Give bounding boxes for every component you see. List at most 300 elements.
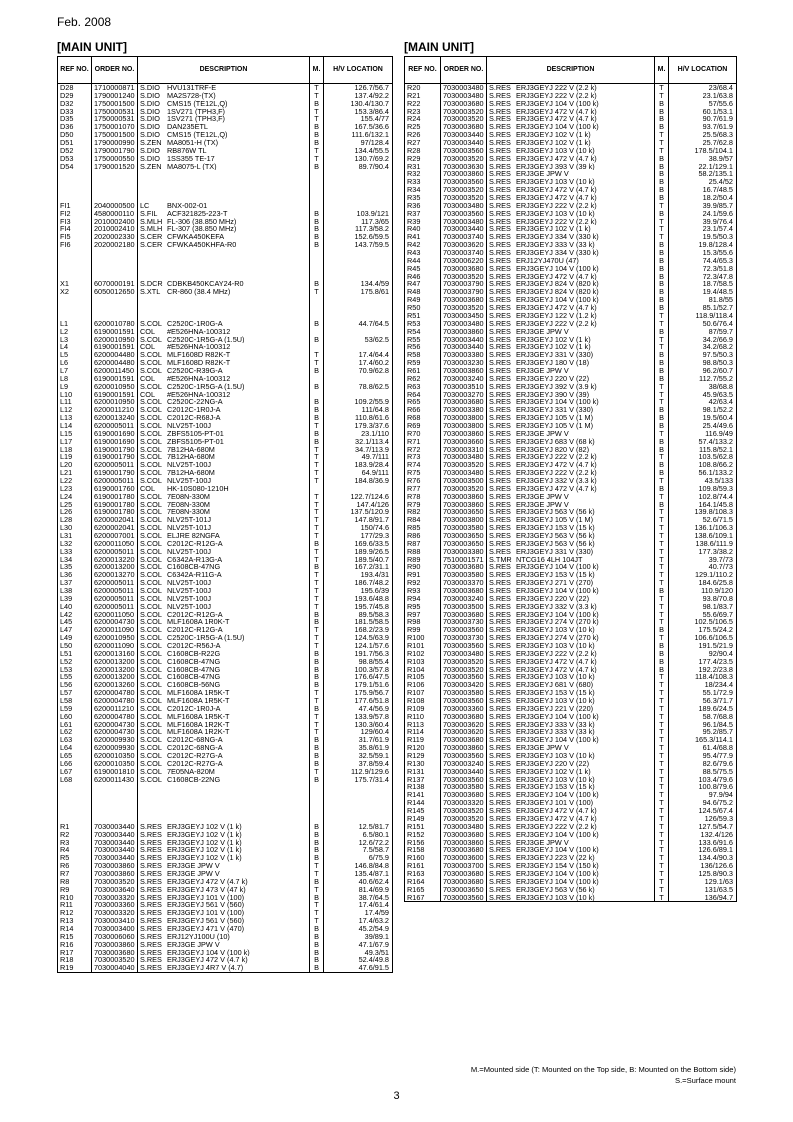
part-type: S.RES: [489, 642, 511, 650]
cell-description: [487, 673, 655, 681]
part-description: ERJ3GE JPW V: [516, 327, 569, 336]
cell-ref-no: R41: [405, 233, 441, 241]
cell-mount: B: [655, 626, 669, 634]
part-type: S.COL: [140, 500, 162, 509]
part-type: S.COL: [140, 767, 162, 776]
part-description: ERJ3GEYJ 332 V (3.3 k): [516, 602, 597, 611]
part-description: ERJ3GEYJ 472 V (4.7 k): [516, 461, 597, 470]
cell-location: [324, 783, 393, 791]
cell-order-no: 7030003480: [441, 84, 487, 92]
cell-description: [138, 626, 310, 634]
part-description: MA8075-L (TX): [167, 162, 217, 171]
part-type: S.RES: [489, 359, 511, 367]
cell-location: 31.7/61.9: [324, 736, 393, 744]
part-description: MLF1608A 1R0K-T: [167, 618, 230, 627]
cell-location: 56.1/133.2: [669, 469, 737, 477]
part-type: S.RES: [489, 885, 511, 894]
part-type: S.RES: [489, 406, 511, 415]
cell-ref-no: R28: [405, 147, 441, 155]
cell-location: 18.2/50.4: [669, 194, 737, 202]
cell-location: [324, 328, 393, 336]
part-description: ERJ3GEYJ 332 V (3.3 k): [516, 476, 597, 485]
part-description: 1SV271 (TPH3,F): [167, 115, 225, 124]
cell-description: [138, 84, 310, 92]
cell-location: 47.6/91.5: [324, 964, 393, 972]
cell-mount: [310, 202, 324, 210]
cell-ref-no: R58: [405, 351, 441, 359]
part-description: #E526HNA-100312: [167, 327, 231, 336]
table-row: [405, 587, 737, 595]
cell-mount: T: [310, 446, 324, 454]
cell-description: [138, 697, 310, 705]
cell-order-no: 1750001070: [92, 123, 138, 131]
part-type: S.RES: [140, 901, 162, 910]
cell-order-no: 7030003240: [441, 595, 487, 603]
part-description: C2012C-R27G-A: [167, 759, 223, 768]
cell-location: 49.3/51: [324, 949, 393, 957]
cell-ref-no: R12: [58, 909, 92, 917]
cell-order-no: 7030003520: [441, 186, 487, 194]
part-type: S.COL: [140, 382, 162, 391]
cell-order-no: 7030003680: [441, 736, 487, 744]
cell-ref-no: R106: [405, 681, 441, 689]
cell-location: 18.7/58.5: [669, 280, 737, 288]
part-type: S.COL: [140, 579, 162, 587]
cell-location: 103.4/79.6: [669, 776, 737, 784]
cell-description: [138, 603, 310, 611]
cell-ref-no: R158: [405, 846, 441, 854]
cell-description: [138, 336, 310, 344]
cell-mount: T: [655, 886, 669, 894]
cell-mount: T: [310, 768, 324, 776]
part-type: S.RES: [489, 657, 511, 666]
part-description: ERJ3GEYJ 472 V (4.7 k): [516, 657, 597, 666]
cell-order-no: 7030003230: [441, 359, 487, 367]
cell-description: [487, 453, 655, 461]
cell-description: [138, 862, 310, 870]
cell-order-no: [92, 249, 138, 257]
cell-ref-no: L68: [58, 776, 92, 784]
cell-order-no: 6190001810: [92, 768, 138, 776]
cell-description: [487, 603, 655, 611]
table-row: [405, 351, 737, 359]
table-row: [58, 257, 393, 265]
table-row: [405, 92, 737, 100]
cell-description: [487, 839, 655, 847]
cell-ref-no: R56: [405, 343, 441, 351]
part-description: ERJ3GEYJ 392 V (3.9 k): [516, 382, 597, 391]
cell-order-no: 7030003560: [441, 147, 487, 155]
table-row: [405, 100, 737, 108]
cell-ref-no: R13: [58, 917, 92, 925]
part-type: S.COL: [140, 657, 162, 666]
cell-order-no: 1790000990: [92, 139, 138, 147]
cell-ref-no: R103: [405, 658, 441, 666]
cell-ref-no: R50: [405, 304, 441, 312]
cell-mount: T: [310, 155, 324, 163]
part-description: CFWKA450KEFA: [167, 233, 225, 242]
part-description: ERJ3GEYJ 820 V (82): [516, 445, 590, 454]
part-description: ERJ3GEYJ 4R7 V (4.7): [167, 964, 244, 973]
cell-order-no: 6200010950: [92, 336, 138, 344]
cell-order-no: 7030003650: [441, 532, 487, 540]
cell-description: [487, 170, 655, 178]
cell-location: 19.8/128.4: [669, 241, 737, 249]
cell-description: [487, 233, 655, 241]
part-description: C2012C-R56J-A: [167, 642, 221, 650]
table-row: [405, 414, 737, 422]
cell-order-no: 6190001690: [92, 438, 138, 446]
cell-location: 133.6/91.6: [669, 839, 737, 847]
cell-ref-no: R151: [405, 823, 441, 831]
table-row: [405, 273, 737, 281]
part-type: S.RES: [489, 814, 511, 823]
part-type: S.COL: [140, 437, 162, 446]
cell-order-no: 6200002041: [92, 516, 138, 524]
cell-location: 136/94.7: [669, 894, 737, 902]
cell-order-no: 7030003860: [441, 328, 487, 336]
cell-mount: B: [310, 618, 324, 626]
cell-location: 177.3/38.2: [669, 548, 737, 556]
cell-location: 126.6/89.1: [669, 846, 737, 854]
cell-order-no: 7030003560: [441, 752, 487, 760]
cell-description: [487, 446, 655, 454]
cell-description: [487, 548, 655, 556]
cell-location: 126/59.3: [669, 815, 737, 823]
cell-description: [487, 571, 655, 579]
part-description: CMS15 (TE12L,Q): [167, 131, 228, 140]
cell-location: 98.8/55.4: [324, 658, 393, 666]
cell-description: [138, 846, 310, 854]
cell-description: [487, 375, 655, 383]
cell-mount: T: [655, 556, 669, 564]
cell-location: 93.8/70.8: [669, 595, 737, 603]
cell-description: [138, 225, 310, 233]
cell-order-no: 7030003440: [92, 823, 138, 831]
cell-ref-no: R113: [405, 721, 441, 729]
cell-ref-no: L64: [58, 744, 92, 752]
cell-description: [138, 414, 310, 422]
part-description: ERJ3GEYJ 563 V (56 k): [516, 531, 595, 540]
part-description: ERJ3GEYJ 104 V (100 k): [516, 587, 599, 595]
cell-ref-no: R85: [405, 524, 441, 532]
cell-ref-no: L31: [58, 532, 92, 540]
table-row: [58, 901, 393, 909]
cell-location: 118.4/108.3: [669, 673, 737, 681]
part-type: S.COL: [140, 319, 162, 328]
table-row: [405, 438, 737, 446]
cell-order-no: 7030003790: [441, 280, 487, 288]
table-row: [58, 453, 393, 461]
cell-mount: T: [310, 359, 324, 367]
cell-ref-no: R130: [405, 760, 441, 768]
cell-order-no: [92, 296, 138, 304]
cell-mount: B: [655, 658, 669, 666]
cell-description: [487, 532, 655, 540]
part-type: S.RES: [489, 736, 511, 745]
cell-mount: B: [310, 611, 324, 619]
cell-ref-no: R163: [405, 870, 441, 878]
cell-order-no: 6200005011: [92, 595, 138, 603]
table-row: [405, 493, 737, 501]
cell-ref-no: FI6: [58, 241, 92, 249]
cell-mount: T: [655, 571, 669, 579]
part-description: ERJ3GEYJ 102 V (1 k): [516, 343, 591, 352]
cell-mount: B: [655, 587, 669, 595]
table-row: [405, 736, 737, 744]
cell-order-no: 7030003640: [92, 886, 138, 894]
part-description: ERJ3GEYJ 101 V (100): [516, 799, 594, 808]
table-row: [405, 469, 737, 477]
table-row: [405, 186, 737, 194]
cell-order-no: 6050012650: [92, 288, 138, 296]
part-description: ERJ3GEYJ 473 V (47 k): [167, 885, 246, 894]
cell-ref-no: R156: [405, 839, 441, 847]
part-type: S.RES: [140, 917, 162, 925]
part-type: S.RES: [489, 626, 511, 635]
part-type: S.RES: [489, 744, 511, 753]
cell-ref-no: R49: [405, 296, 441, 304]
cell-description: [138, 265, 310, 273]
cell-description: [487, 697, 655, 705]
table-row: [58, 477, 393, 485]
cell-ref-no: R102: [405, 650, 441, 658]
cell-description: [487, 430, 655, 438]
table-row: [405, 650, 737, 658]
part-description: ERJ3GEYJ 103 V (10 k): [516, 209, 595, 218]
cell-location: 98.8/50.3: [669, 359, 737, 367]
cell-mount: B: [655, 249, 669, 257]
cell-mount: B: [655, 414, 669, 422]
part-type: S.DIO: [140, 146, 160, 155]
cell-mount: B: [310, 406, 324, 414]
cell-mount: [310, 328, 324, 336]
cell-order-no: 1790001240: [92, 92, 138, 100]
part-type: S.COL: [140, 720, 162, 729]
part-type: S.DIO: [140, 83, 160, 92]
cell-order-no: 7030003680: [441, 563, 487, 571]
part-type: S.RES: [489, 594, 511, 603]
part-type: S.RES: [489, 429, 511, 438]
cell-description: [138, 233, 310, 241]
part-description: CDBKB450KCAY24-R0: [167, 280, 244, 289]
cell-location: 125.8/90.3: [669, 870, 737, 878]
cell-order-no: 6200011090: [92, 626, 138, 634]
cell-mount: T: [655, 752, 669, 760]
cell-mount: T: [310, 713, 324, 721]
cell-mount: T: [655, 391, 669, 399]
cell-mount: B: [310, 933, 324, 941]
part-type: S.RES: [489, 547, 511, 556]
cell-description: [487, 477, 655, 485]
part-type: S.RES: [140, 948, 162, 957]
part-description: 7B12HA-680M: [167, 469, 215, 477]
cell-order-no: 7030003520: [92, 878, 138, 886]
part-description: C1608CB-47NG: [167, 665, 221, 674]
table-row: [405, 642, 737, 650]
table-row: [58, 579, 393, 587]
part-description: C2012C-R68J-A: [167, 414, 221, 422]
table-row: [405, 131, 737, 139]
cell-mount: B: [310, 941, 324, 949]
cell-order-no: 7030003680: [441, 846, 487, 854]
cell-order-no: 6200010950: [92, 634, 138, 642]
table-row: [58, 736, 393, 744]
part-description: ERJ3GEYJ 683 V (68 k): [516, 437, 595, 446]
cell-mount: B: [310, 163, 324, 171]
part-description: #E526HNA-100312: [167, 343, 231, 352]
part-description: ERJ3GEYJ 333 V (33 k): [516, 720, 595, 729]
cell-location: [324, 391, 393, 399]
cell-description: [138, 870, 310, 878]
part-description: ERJ3GEYJ 222 V (2.2 k): [516, 217, 597, 226]
table-row: [405, 139, 737, 147]
part-description: NLV25T-100J: [167, 587, 212, 595]
cell-order-no: 7030003440: [92, 854, 138, 862]
cell-description: [487, 218, 655, 226]
cell-ref-no: L14: [58, 422, 92, 430]
part-description: ERJ3GEYJ 103 V (10 k): [516, 752, 595, 760]
cell-location: 193.4/31: [324, 571, 393, 579]
cell-location: 17.4/60.2: [324, 359, 393, 367]
table-row: [405, 673, 737, 681]
cell-ref-no: R46: [405, 273, 441, 281]
table-row: [405, 579, 737, 587]
part-type: S.RES: [489, 539, 511, 548]
table-row: [405, 406, 737, 414]
cell-location: 184.8/36.9: [324, 477, 393, 485]
cell-mount: B: [655, 650, 669, 658]
cell-location: 175.9/56.7: [324, 689, 393, 697]
part-description: ERJ3GEYJ 563 V (56 k): [516, 508, 595, 517]
cell-mount: T: [655, 92, 669, 100]
cell-ref-no: [58, 304, 92, 312]
cell-location: [324, 249, 393, 257]
cell-location: 82.6/79.6: [669, 760, 737, 768]
cell-location: 24.1/59.6: [669, 210, 737, 218]
cell-location: 192.2/23.8: [669, 666, 737, 674]
cell-mount: B: [310, 925, 324, 933]
part-description: NLV25T-101J: [167, 516, 212, 525]
part-type: S.RES: [489, 178, 511, 187]
part-description: ERJ3GEYJ 104 V (100 k): [516, 791, 599, 800]
cell-description: [487, 84, 655, 92]
part-type: S.RES: [489, 500, 511, 509]
part-type: S.RES: [489, 115, 511, 124]
table-row: [405, 870, 737, 878]
cell-location: 152.6/59.5: [324, 233, 393, 241]
part-type: S.RES: [140, 869, 162, 878]
cell-location: 168.2/23.9: [324, 626, 393, 634]
part-type: S.RES: [489, 91, 511, 100]
part-description: ERJ3GEYJ 101 V (100): [167, 893, 245, 902]
cell-order-no: 7030003520: [441, 666, 487, 674]
part-type: S.RES: [140, 909, 162, 918]
part-type: COL: [140, 484, 156, 493]
cell-ref-no: R37: [405, 210, 441, 218]
cell-order-no: 7030003440: [92, 839, 138, 847]
part-type: S.RES: [140, 885, 162, 894]
part-type: S.ZEN: [140, 162, 162, 171]
cell-mount: T: [655, 548, 669, 556]
table-row: [58, 642, 393, 650]
cell-mount: B: [310, 438, 324, 446]
part-description: NLV25T-100J: [167, 602, 212, 611]
cell-description: [487, 721, 655, 729]
cell-order-no: 7030003320: [92, 909, 138, 917]
cell-order-no: 6200005011: [92, 587, 138, 595]
cell-order-no: 6200004730: [92, 721, 138, 729]
table-row: [58, 854, 393, 862]
table-row: [405, 752, 737, 760]
table-row: [58, 210, 393, 218]
cell-ref-no: L67: [58, 768, 92, 776]
cell-mount: T: [310, 493, 324, 501]
cell-order-no: 7030003520: [441, 485, 487, 493]
cell-location: 106.6/106.5: [669, 634, 737, 642]
part-type: S.FIL: [140, 209, 158, 218]
cell-mount: T: [655, 728, 669, 736]
cell-mount: B: [310, 949, 324, 957]
cell-mount: T: [310, 469, 324, 477]
table-row: [58, 508, 393, 516]
parts-table: [57, 56, 393, 973]
part-type: S.RES: [489, 524, 511, 532]
cell-mount: T: [655, 202, 669, 210]
part-type: S.RES: [489, 249, 511, 257]
cell-mount: [310, 194, 324, 202]
cell-ref-no: R29: [405, 155, 441, 163]
table-row: [58, 304, 393, 312]
cell-order-no: [92, 257, 138, 265]
cell-location: 147.4/126: [324, 501, 393, 509]
cell-description: [138, 760, 310, 768]
table-row: [58, 634, 393, 642]
cell-mount: T: [655, 131, 669, 139]
cell-description: [487, 744, 655, 752]
cell-description: [487, 296, 655, 304]
table-row: [58, 516, 393, 524]
cell-ref-no: L53: [58, 666, 92, 674]
cell-description: [487, 579, 655, 587]
cell-description: [487, 210, 655, 218]
cell-ref-no: [58, 170, 92, 178]
part-description: ERJ3GEYJ 333 V (33 k): [516, 241, 595, 250]
cell-ref-no: R88: [405, 548, 441, 556]
cell-mount: B: [655, 296, 669, 304]
cell-order-no: 7030003440: [441, 131, 487, 139]
cell-location: [324, 807, 393, 815]
part-description: ERJ3GEYJ 104 V (100 k): [516, 846, 599, 855]
cell-mount: B: [310, 320, 324, 328]
part-description: ERJ3GEYJ 122 V (1.2 k): [516, 311, 597, 320]
cell-ref-no: FI3: [58, 218, 92, 226]
part-type: S.COL: [140, 665, 162, 674]
cell-mount: B: [655, 288, 669, 296]
cell-description: [487, 524, 655, 532]
part-type: S.RES: [489, 579, 511, 587]
cell-mount: B: [655, 351, 669, 359]
part-description: ERJ3GEYJ 824 V (820 k): [516, 280, 599, 289]
part-description: CMS15 (TE12L,Q): [167, 99, 228, 108]
table-row: [58, 265, 393, 273]
table-header-row: [405, 57, 737, 84]
cell-location: 175.8/61: [324, 288, 393, 296]
cell-description: [487, 815, 655, 823]
part-type: S.RES: [489, 99, 511, 108]
cell-mount: B: [310, 736, 324, 744]
part-type: S.RES: [489, 689, 511, 698]
